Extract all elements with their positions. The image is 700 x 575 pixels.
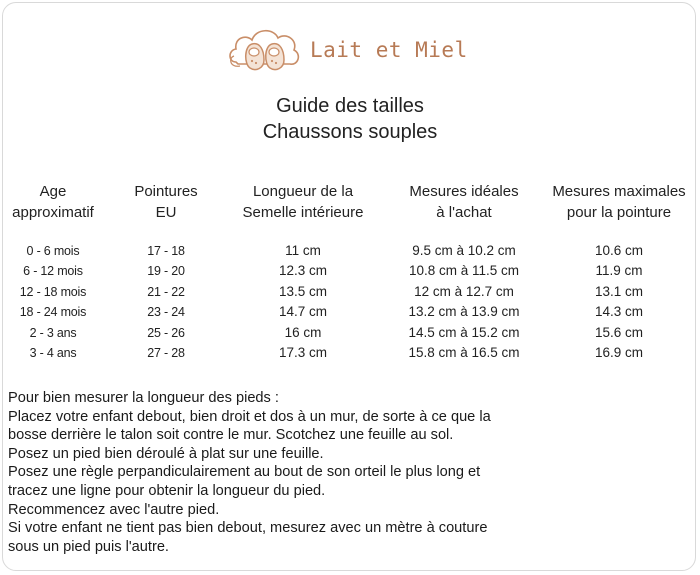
instruction-line: bosse derrière le talon soit contre le mur. Scotchez une feuille au sol. [8,427,454,444]
header-semelle-line2: Semelle intérieure [242,204,364,221]
measuring-instructions [8,389,692,556]
table-cell: 17 - 18 [147,244,185,258]
column-semelle [228,241,378,363]
instruction-line: Placez votre enfant debout, bien droit et dos à un mur, de sorte à ce que la [8,408,491,425]
table-cell: 10.6 cm [594,243,644,258]
table-cell: 9.5 cm à 10.2 cm [412,243,516,258]
baby-shoes-icon [226,22,302,78]
table-cell: 14.3 cm [594,304,644,320]
instruction-line: Si votre enfant ne tient pas bien debout, mesurez avec un mètre à couture [8,520,488,537]
table-cell: 0 - 6 mois [26,244,80,258]
header-semelle-line1: Longueur de la [252,183,354,200]
brand-name: Lait et Miel [310,38,468,62]
page-subtitle: Chaussons souples [262,121,438,143]
header-semelle [228,181,378,223]
column-mesures-ideales [390,241,538,363]
table-cell: 12 cm à 12.7 cm [414,283,514,299]
table-cell: 25 - 26 [147,325,185,340]
header-maximales-line1: Mesures maximales [552,183,686,200]
instruction-line: Pour bien mesurer la longueur des pieds : [8,390,279,406]
table-cell: 12.3 cm [278,263,328,279]
header-pointure-line1: Pointures [134,183,198,200]
table-cell: 14.7 cm [278,304,328,320]
header-mesures-ideales [390,181,538,223]
instruction-line: tracez une ligne pour obtenir la longueur du pied. [8,482,326,499]
header-mesures-maximales [540,181,698,223]
table-cell: 19 - 20 [147,264,185,279]
table-cell: 17.3 cm [278,345,328,361]
column-mesures-maximales [540,241,698,363]
header-pointure-line2: EU [155,204,177,221]
table-cell: 13.2 cm à 13.9 cm [408,304,520,320]
table-cell: 3 - 4 ans [29,346,77,361]
brand-logo [226,22,476,78]
header-age-line1: Age [39,183,67,200]
table-cell: 13.5 cm [278,283,328,299]
column-pointure [118,241,214,363]
page-title: Guide des tailles [276,95,424,117]
header-maximales-line2: pour la pointure [566,204,672,221]
table-cell: 2 - 3 ans [29,325,77,340]
table-cell: 16 cm [284,324,322,340]
table-cell: 21 - 22 [147,284,185,299]
table-cell: 27 - 28 [147,346,185,361]
table-cell: 6 - 12 mois [23,264,83,279]
table-cell: 12 - 18 mois [19,284,87,299]
instruction-line: sous un pied puis l'autre. [8,538,169,555]
table-cell: 11 cm [285,243,321,258]
instruction-line: Posez un pied bien déroulé à plat sur une feuille. [8,445,324,462]
table-cell: 15.8 cm à 16.5 cm [408,345,520,361]
table-cell: 16.9 cm [594,345,644,361]
header-age [2,181,104,223]
header-pointure [118,181,214,223]
column-age [2,241,104,363]
table-cell: 23 - 24 [147,305,185,320]
table-cell: 13.1 cm [594,283,644,299]
table-cell: 14.5 cm à 15.2 cm [408,324,520,340]
header-ideales-line2: à l'achat [436,204,492,221]
table-cell: 18 - 24 mois [19,305,87,320]
header-age-line2: approximatif [12,204,94,221]
header-ideales-line1: Mesures idéales [409,183,519,200]
instruction-line: Recommencez avec l'autre pied. [8,501,220,518]
table-cell: 11.9 cm [595,263,643,279]
table-cell: 15.6 cm [594,324,644,340]
table-cell: 10.8 cm à 11.5 cm [408,263,520,279]
instruction-line: Posez une règle perpandiculairement au bout de son orteil le plus long et [8,464,481,481]
